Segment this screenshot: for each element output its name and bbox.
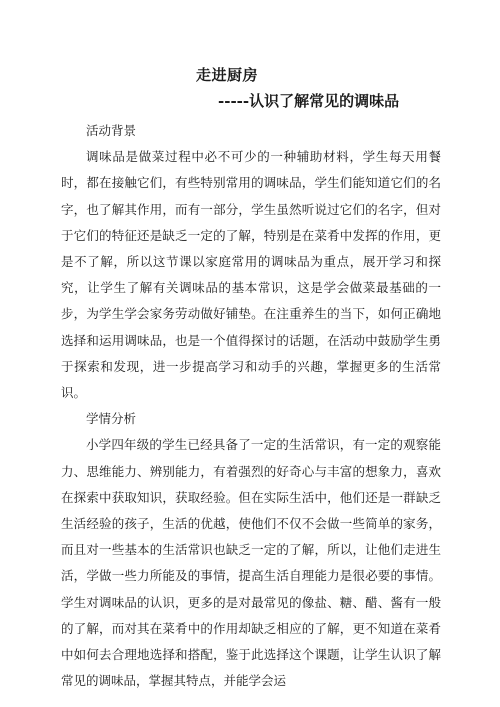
document-body bbox=[61, 118, 441, 694]
section-paragraph-analysis: 小学四年级的学生已经具备了一定的生活常识，有一定的观察能力、思维能力、辨别能力，有着强烈的好奇心与丰富的想象力，喜欢在探索中获取知识，获取经验。但在实际生活中，他们还是一群缺乏生活经验的孩子，生活的优越，使他们不仅不会做一些简单的家务，而且对一些基本的生活常识也缺乏一定的了解，所以，让他们走进生活，学做一些力所能及的事情，提高生活自理能力是很必要的事情。学生对调味品的认识，更多的是对最常见的像盐、糖、醋、酱有一般的了解，而对其在菜肴中的作用却缺乏相应的了解，更不知道在菜肴中如何去合理地选择和搭配，鉴于此选择这个课题，让学生认识了解常见的调味品，掌握其特点，并能学会运 bbox=[61, 437, 441, 689]
section-heading-background: 活动背景 bbox=[86, 123, 137, 138]
section-heading-analysis: 学情分析 bbox=[86, 411, 137, 427]
section-paragraph-background: 调味品是做菜过程中必不可少的一种辅助材料，学生每天用餐时，都在接触它们，有些特别常用的调味品，学生们能知道它们的名字，也了解其作用，而有一部分，学生虽然听说过它们的名字，但对于它们的特征还是缺乏一定的了解，特别是在菜肴中发挥的作用，更是不了解，所以这节课以家庭常用的调味品为重点，展开学习和探究，让学生了解有关调味品的基本常识，这是学会做菜最基础的一步，为学生学会家务劳动做好铺垫。在注重养生的当下，如何正确地选择和运用调味品，也是一个值得探讨的话题，在活动中鼓励学生勇于探索和发现，进一步提高学习和动手的兴趣，掌握更多的生活常识。 bbox=[61, 149, 441, 401]
document-subtitle: -----认识了解常见的调味品 bbox=[218, 92, 400, 110]
document-title: 走进厨房 bbox=[196, 66, 259, 84]
